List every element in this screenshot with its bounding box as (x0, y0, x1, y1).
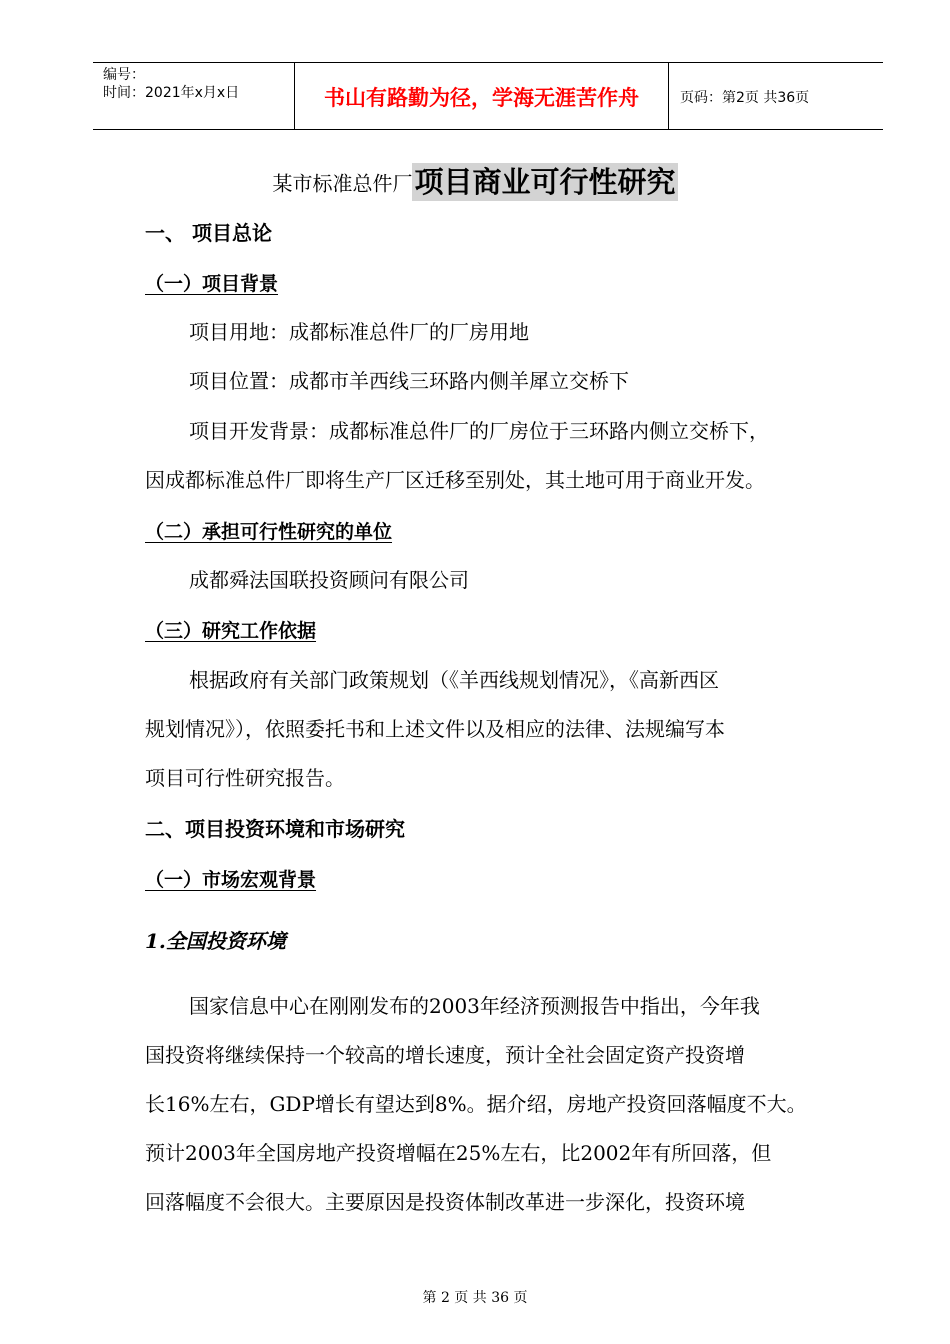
section-1-2-heading: （二）承担可行性研究的单位 (145, 521, 393, 543)
research-basis-paragraph (145, 656, 845, 803)
page-header (93, 62, 883, 130)
paragraph-line: 回落幅度不会很大。主要原因是投资体制改革进一步深化，投资环境 (145, 1190, 745, 1214)
paragraph-line: 项目可行性研究报告。 (145, 766, 345, 790)
paragraph-line: 根据政府有关部门政策规划（《羊西线规划情况》，《高新西区 (189, 668, 719, 692)
section-2-heading: 二、项目投资环境和市场研究 (145, 817, 405, 841)
section-2-1-1-heading: 1.全国投资环境 (145, 929, 286, 953)
paragraph-line: 规划情况》），依照委托书和上述文件以及相应的法律、法规编写本 (145, 717, 725, 741)
project-land: 项目用地：成都标准总件厂的厂房用地 (189, 320, 529, 344)
serial-label: 编号： (103, 67, 145, 83)
title-main: 项目商业可行性研究 (414, 165, 676, 199)
header-divider (668, 63, 669, 129)
header-motto: 书山有路勤为径，学海无涯苦作舟 (324, 86, 639, 110)
section-1-3-heading: （三）研究工作依据 (145, 620, 317, 642)
header-page-info: 页码：第2页 共36页 (680, 90, 810, 106)
page-footer: 第 2 页 共 36 页 (422, 1290, 528, 1306)
header-meta (103, 66, 239, 102)
paragraph-line: 国家信息中心在刚刚发布的2003年经济预测报告中指出，今年我 (189, 994, 760, 1018)
investment-environment-paragraph (145, 982, 845, 1227)
paragraph-line: 预计2003年全国房地产投资增幅在25%左右，比2002年有所回落，但 (145, 1141, 772, 1165)
section-1-heading: 一、 项目总论 (145, 221, 272, 245)
paragraph-line: 国投资将继续保持一个较高的增长速度，预计全社会固定资产投资增 (145, 1043, 745, 1067)
paragraph-line: 因成都标准总件厂即将生产厂区迁移至别处，其土地可用于商业开发。 (145, 468, 765, 492)
paragraph-line: 项目开发背景：成都标准总件厂的厂房位于三环路内侧立交桥下， (189, 419, 769, 443)
project-location: 项目位置：成都市羊西线三环路内侧羊犀立交桥下 (189, 369, 629, 393)
research-unit: 成都舜法国联投资顾问有限公司 (189, 568, 469, 592)
paragraph-line: 长16%左右，GDP增长有望达到8%。据介绍，房地产投资回落幅度不大。 (145, 1092, 807, 1116)
section-2-1-heading: （一）市场宏观背景 (145, 869, 317, 891)
section-1-1-heading: （一）项目背景 (145, 273, 279, 295)
title-prefix: 某市标准总件厂 (272, 171, 413, 196)
time-label: 时间：2021年x月x日 (103, 85, 240, 101)
project-background-paragraph (145, 407, 845, 505)
document-title (0, 163, 950, 201)
